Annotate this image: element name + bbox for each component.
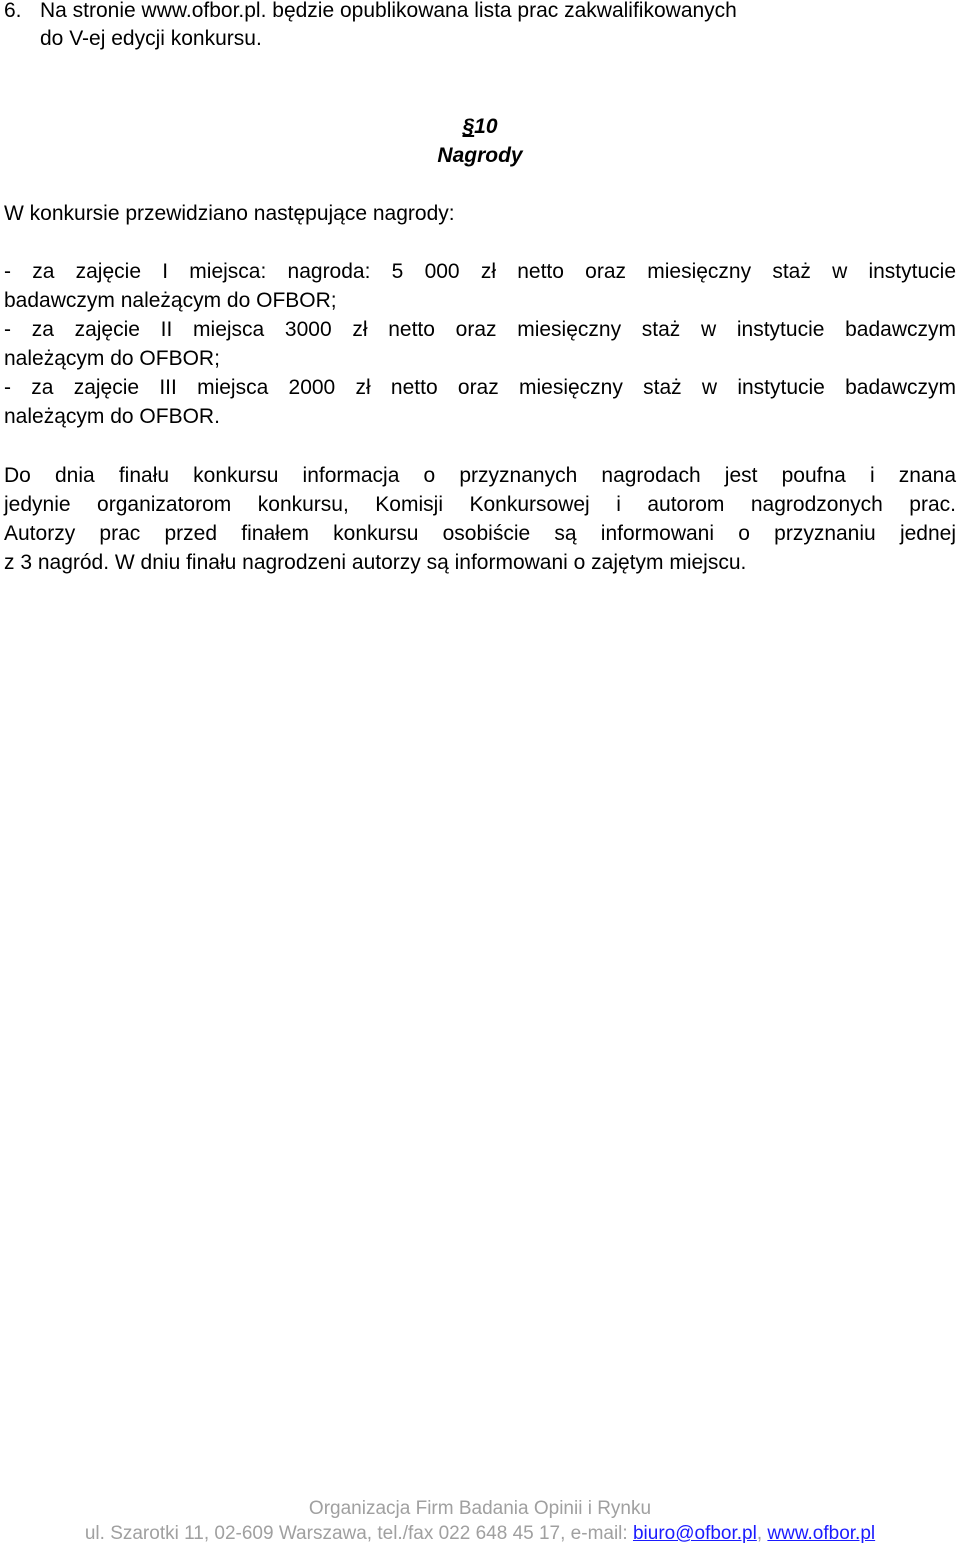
website-link[interactable]: www.ofbor.pl [767, 1523, 876, 1544]
paragraph-line-2: jedynie organizatorom konkursu, Komisji Konkursowej i autorom nagrodzonych prac. [4, 493, 956, 516]
section-number [4, 112, 956, 141]
section-sign: § [462, 115, 475, 138]
footer-address: ul. Szarotki 11, 02-609 Warszawa, tel./fax 022 648 45 17, e-mail: [84, 1523, 633, 1544]
section-number-value: 10 [474, 115, 498, 138]
list-number: 6. [4, 0, 22, 22]
point-6-line-2: do V-ej edycji konkursu. [40, 27, 262, 50]
paragraph-line-3: Autorzy prac przed finałem konkursu osobiście są informowani o przyznaniu jednej [4, 522, 956, 545]
prize-2-line-2: należącym do OFBOR; [4, 347, 220, 370]
point-6-text-1: Na stronie www.ofbor.pl. będzie opublikowana lista prac zakwalifikowanych [40, 0, 737, 22]
paragraph-line-1: Do dnia finału konkursu informacja o przyznanych nagrodach jest poufna i znana [4, 464, 956, 487]
point-6-line-1 [4, 0, 956, 25]
footer-contact [0, 1522, 960, 1546]
footer-separator: , [756, 1523, 768, 1544]
intro-text: W konkursie przewidziano następujące nagrody: [4, 202, 455, 225]
section-title: Nagrody [437, 144, 523, 167]
footer-organization: Organizacja Firm Badania Opinii i Rynku [308, 1498, 652, 1519]
prize-2-line-1: - za zajęcie II miejsca 3000 zł netto oraz miesięczny staż w instytucie badawczym [4, 318, 956, 341]
prize-1-line-2: badawczym należącym do OFBOR; [4, 289, 337, 312]
prize-1-line-1: - za zajęcie I miejsca: nagroda: 5 000 zł netto oraz miesięczny staż w instytucie [4, 260, 956, 283]
prize-3-line-1: - za zajęcie III miejsca 2000 zł netto oraz miesięczny staż w instytucie badawczym [4, 376, 956, 399]
paragraph-line-4: z 3 nagród. W dniu finału nagrodzeni autorzy są informowani o zajętym miejscu. [4, 551, 747, 574]
email-link[interactable]: biuro@ofbor.pl [632, 1523, 757, 1544]
prize-3-line-2: należącym do OFBOR. [4, 405, 220, 428]
